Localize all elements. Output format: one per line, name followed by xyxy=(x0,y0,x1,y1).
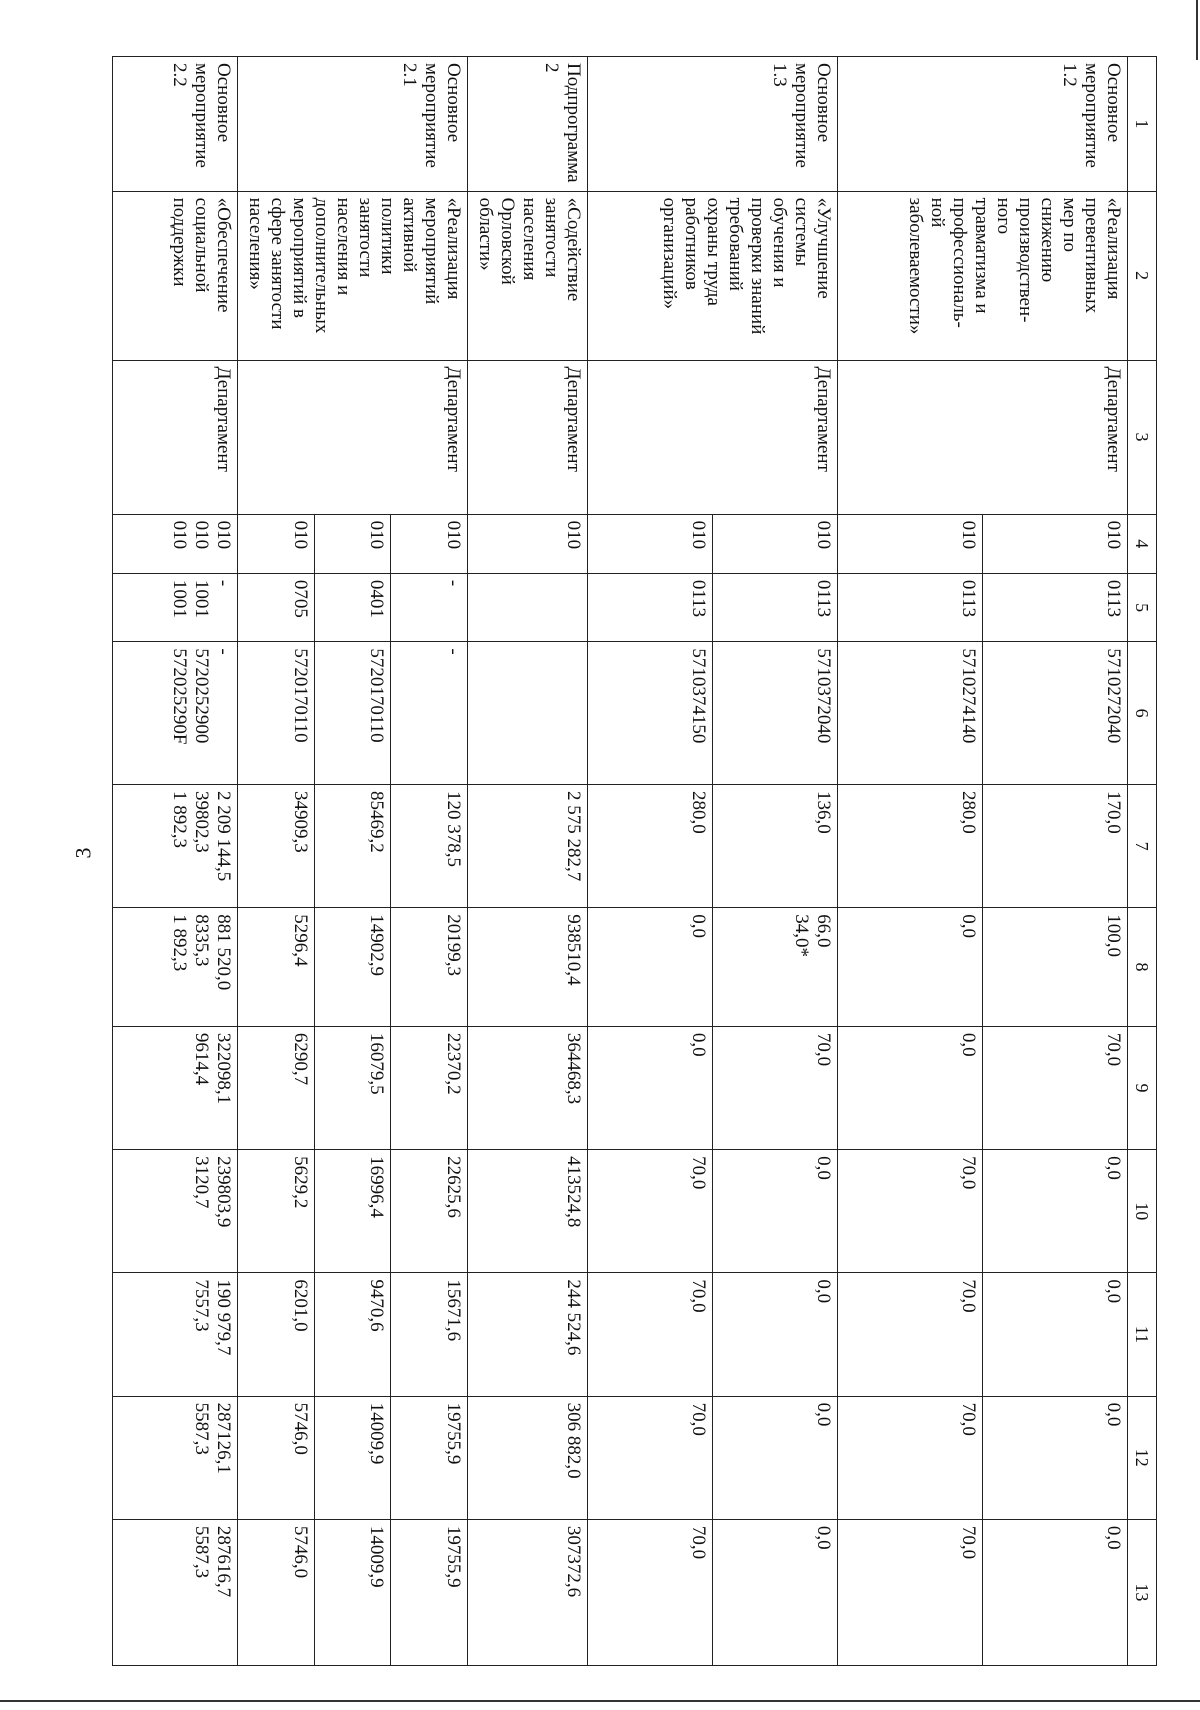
value-cell xyxy=(713,1026,838,1149)
cell-value: - 5720252900 572025290F xyxy=(169,648,235,745)
value-cell xyxy=(113,1396,238,1519)
row-dept-cell xyxy=(113,360,238,514)
value-cell xyxy=(113,642,238,785)
row-dept-cell xyxy=(588,360,838,514)
value-cell xyxy=(113,1150,238,1273)
cell-value: 70,0 xyxy=(958,1525,979,1560)
cell-value: 5746,0 xyxy=(289,1525,311,1579)
value-cell xyxy=(588,1150,713,1273)
cell-value: 5710372040 xyxy=(813,648,834,744)
value-cell xyxy=(983,908,1128,1027)
cell-value: 70,0 xyxy=(688,1525,709,1560)
cell-text: «Содействие занятости населения Орловской области» xyxy=(475,197,584,302)
value-cell xyxy=(113,1519,238,1665)
value-cell xyxy=(468,784,588,907)
col-header: 4 xyxy=(1128,514,1157,573)
scan-line-bottom xyxy=(0,1700,1200,1702)
cell-value: 14009,9 xyxy=(366,1525,388,1588)
cell-value: 0,0 xyxy=(688,1032,709,1057)
value-cell xyxy=(838,1150,983,1273)
cell-value: 0113 xyxy=(958,579,979,618)
value-cell xyxy=(838,908,983,1027)
row-dept-cell xyxy=(468,360,588,514)
cell-value: 0,0 xyxy=(813,1156,834,1180)
cell-value: 0,0 xyxy=(813,1525,834,1550)
cell-value: 0,0 xyxy=(1103,1402,1124,1427)
value-cell xyxy=(314,784,391,907)
cell-value: 0,0 xyxy=(958,1032,979,1057)
table-body xyxy=(113,57,1128,1666)
cell-value: 190 979,7 7557,3 xyxy=(191,1279,235,1356)
cell-value: 20199,3 xyxy=(443,914,464,976)
page-number: 3 xyxy=(70,847,96,859)
row-type-cell xyxy=(468,57,588,192)
cell-value: 0,0 xyxy=(1103,1525,1124,1550)
value-cell xyxy=(713,1150,838,1273)
row-title-cell xyxy=(238,191,468,360)
col-header: 8 xyxy=(1128,908,1157,1027)
table-row xyxy=(713,57,838,1666)
cell-value: 100,0 xyxy=(1103,914,1124,957)
cell-text: Департамент xyxy=(1103,366,1124,472)
col-header: 3 xyxy=(1128,360,1157,514)
cell-value: 70,0 xyxy=(958,1156,979,1190)
value-cell xyxy=(391,1150,468,1273)
value-cell xyxy=(238,784,315,907)
rotated-table-wrapper xyxy=(117,56,1157,1666)
value-cell xyxy=(314,1150,391,1273)
value-cell xyxy=(468,1273,588,1396)
value-cell xyxy=(314,1396,391,1519)
cell-value: 5710374150 xyxy=(688,648,709,744)
value-cell xyxy=(468,1396,588,1519)
cell-value: 9470,6 xyxy=(366,1279,388,1332)
cell-value: 0113 xyxy=(688,579,709,618)
cell-value: 15671,6 xyxy=(443,1279,464,1342)
cell-text: Департамент xyxy=(443,366,464,472)
value-cell xyxy=(314,573,391,641)
cell-value: 120 378,5 xyxy=(443,790,464,867)
value-cell xyxy=(468,1150,588,1273)
value-cell xyxy=(713,642,838,785)
cell-text: Основное мероприятие 1.3 xyxy=(769,63,834,168)
value-cell xyxy=(983,1273,1128,1396)
cell-value: 14009,9 xyxy=(366,1402,388,1465)
value-cell xyxy=(983,573,1128,641)
cell-value: - 1001 1001 xyxy=(169,579,235,618)
value-cell xyxy=(838,1273,983,1396)
cell-text: «Реализация мероприятий активной политики занятости населения и дополнительных мероприятий в сфере занятости населения» xyxy=(245,197,464,334)
cell-value: 322098,1 9614,4 xyxy=(191,1032,235,1105)
row-type-cell xyxy=(588,57,838,192)
cell-value: 0,0 xyxy=(813,1279,834,1304)
cell-value: 0,0 xyxy=(1103,1156,1124,1180)
col-header: 10 xyxy=(1128,1150,1157,1273)
value-cell xyxy=(314,514,391,573)
cell-value: 239803,9 3120,7 xyxy=(191,1156,235,1228)
cell-value: 0113 xyxy=(813,579,834,618)
value-cell xyxy=(238,1396,315,1519)
cell-text: Основное мероприятие 2.2 xyxy=(169,63,235,168)
cell-value: 364468,3 xyxy=(563,1032,584,1105)
col-header: 1 xyxy=(1128,57,1157,192)
value-cell xyxy=(838,1026,983,1149)
value-cell xyxy=(314,642,391,785)
cell-text: Департамент xyxy=(813,366,834,472)
value-cell xyxy=(238,514,315,573)
value-cell xyxy=(238,1150,315,1273)
cell-value: 14902,9 xyxy=(366,914,388,976)
value-cell xyxy=(238,573,315,641)
value-cell xyxy=(238,1519,315,1665)
cell-value: 16079,5 xyxy=(366,1032,388,1095)
value-cell xyxy=(838,1519,983,1665)
cell-value: 6290,7 xyxy=(289,1032,311,1086)
col-header: 5 xyxy=(1128,573,1157,641)
col-header: 11 xyxy=(1128,1273,1157,1396)
col-header: 2 xyxy=(1128,191,1157,360)
cell-value: 280,0 xyxy=(958,790,979,834)
value-cell xyxy=(838,642,983,785)
value-cell xyxy=(468,514,588,573)
cell-value: 5710274140 xyxy=(958,648,979,744)
cell-text: «Реализация превентивных мер по снижению производствен- ного травматизма и профессиональ- ной заболеваемости» xyxy=(905,197,1124,335)
col-header: 13 xyxy=(1128,1519,1157,1665)
value-cell xyxy=(588,573,713,641)
value-cell xyxy=(314,908,391,1027)
cell-value: 938510,4 xyxy=(563,914,584,986)
value-cell xyxy=(391,514,468,573)
table-row xyxy=(468,57,588,1666)
col-header: 9 xyxy=(1128,1026,1157,1149)
value-cell xyxy=(588,1396,713,1519)
cell-value: 5746,0 xyxy=(289,1402,311,1455)
row-title-cell xyxy=(468,191,588,360)
value-cell xyxy=(468,642,588,785)
value-cell xyxy=(713,573,838,641)
cell-value: 22370,2 xyxy=(443,1032,464,1095)
value-cell xyxy=(391,908,468,1027)
value-cell xyxy=(838,514,983,573)
value-cell xyxy=(113,784,238,907)
cell-value: 0113 xyxy=(1103,579,1124,618)
value-cell xyxy=(238,1026,315,1149)
cell-text: Подпрограмма 2 xyxy=(541,63,584,183)
cell-value: 19755,9 xyxy=(443,1402,464,1465)
value-cell xyxy=(391,573,468,641)
table-row xyxy=(983,57,1128,1666)
value-cell xyxy=(838,1396,983,1519)
value-cell xyxy=(983,1519,1128,1665)
table-row xyxy=(113,57,238,1666)
cell-value: 244 524,6 xyxy=(563,1279,584,1356)
cell-value: 6201,0 xyxy=(289,1279,311,1332)
row-type-cell xyxy=(838,57,1128,192)
cell-value: 010 xyxy=(563,520,584,550)
cell-value: 34909,3 xyxy=(289,790,311,853)
scan-line-right xyxy=(1196,0,1198,60)
col-header: 7 xyxy=(1128,784,1157,907)
cell-value: 85469,2 xyxy=(366,790,388,853)
row-dept-cell xyxy=(238,360,468,514)
value-cell xyxy=(238,1273,315,1396)
cell-value: 5720170110 xyxy=(289,648,311,743)
value-cell xyxy=(588,642,713,785)
value-cell xyxy=(983,1396,1128,1519)
cell-value: 010 xyxy=(688,520,709,550)
cell-value: 70,0 xyxy=(1103,1032,1124,1067)
cell-value: 136,0 xyxy=(813,790,834,834)
value-cell xyxy=(391,1519,468,1665)
cell-value: 5296,4 xyxy=(289,914,311,967)
cell-value: 170,0 xyxy=(1103,790,1124,834)
value-cell xyxy=(588,1026,713,1149)
value-cell xyxy=(391,1396,468,1519)
cell-value: 0,0 xyxy=(813,1402,834,1427)
value-cell xyxy=(113,908,238,1027)
cell-value: 70,0 xyxy=(688,1402,709,1436)
cell-text: Основное мероприятие 1.2 xyxy=(1059,63,1124,168)
cell-value: 5710272040 xyxy=(1103,648,1124,744)
value-cell xyxy=(588,514,713,573)
value-cell xyxy=(983,514,1128,573)
value-cell xyxy=(983,1026,1128,1149)
value-cell xyxy=(314,1519,391,1665)
cell-value: 70,0 xyxy=(688,1156,709,1190)
cell-value: 2 575 282,7 xyxy=(563,790,584,882)
value-cell xyxy=(468,908,588,1027)
cell-value: 881 520,0 8335,3 1 892,3 xyxy=(169,914,235,991)
row-title-cell xyxy=(113,191,238,360)
cell-value: 66,0 34,0* xyxy=(791,914,834,957)
value-cell xyxy=(314,1026,391,1149)
value-cell xyxy=(238,908,315,1027)
value-cell xyxy=(588,784,713,907)
row-type-cell xyxy=(238,57,468,192)
cell-value: 16996,4 xyxy=(366,1156,388,1218)
cell-value: 287126,1 5587,3 xyxy=(191,1402,235,1474)
cell-value: 287616,7 5587,3 xyxy=(191,1525,235,1598)
value-cell xyxy=(113,573,238,641)
value-cell xyxy=(983,1150,1128,1273)
cell-text: Департамент xyxy=(563,366,584,472)
value-cell xyxy=(713,908,838,1027)
cell-text: «Улучшение системы обучения и проверки знаний требований охраны труда работников организаций» xyxy=(659,197,834,335)
value-cell xyxy=(838,784,983,907)
cell-value: 010 xyxy=(443,520,464,550)
cell-value: 010 xyxy=(813,520,834,550)
cell-value: 010 xyxy=(1103,520,1124,550)
value-cell xyxy=(113,1273,238,1396)
col-header: 6 xyxy=(1128,642,1157,785)
value-cell xyxy=(588,908,713,1027)
cell-value: 010 xyxy=(958,520,979,550)
value-cell xyxy=(113,514,238,573)
value-cell xyxy=(238,642,315,785)
cell-text: Основное мероприятие 2.1 xyxy=(399,63,464,168)
cell-value: 0,0 xyxy=(688,914,709,938)
value-cell xyxy=(391,1026,468,1149)
cell-value: 2 209 144,5 39802,3 1 892,3 xyxy=(169,790,235,882)
cell-value: 010 010 010 xyxy=(169,520,235,550)
cell-value: - xyxy=(443,648,464,655)
cell-text: «Обеспечение социальной поддержки xyxy=(169,197,235,313)
value-cell xyxy=(983,784,1128,907)
value-cell xyxy=(391,784,468,907)
value-cell xyxy=(588,1519,713,1665)
cell-value: 413524,8 xyxy=(563,1156,584,1228)
table-row xyxy=(391,57,468,1666)
value-cell xyxy=(713,1519,838,1665)
cell-text: Департамент xyxy=(213,366,235,472)
cell-value: 5720170110 xyxy=(366,648,388,743)
value-cell xyxy=(713,514,838,573)
row-dept-cell xyxy=(838,360,1128,514)
header-row xyxy=(1128,57,1157,1666)
value-cell xyxy=(588,1273,713,1396)
cell-value: 0,0 xyxy=(958,914,979,938)
cell-value: 0,0 xyxy=(1103,1279,1124,1304)
budget-table xyxy=(112,56,1157,1666)
value-cell xyxy=(468,573,588,641)
value-cell xyxy=(838,573,983,641)
value-cell xyxy=(113,1026,238,1149)
row-title-cell xyxy=(838,191,1128,360)
value-cell xyxy=(713,1273,838,1396)
value-cell xyxy=(391,1273,468,1396)
cell-value: 0705 xyxy=(289,579,311,618)
cell-value: 280,0 xyxy=(688,790,709,834)
value-cell xyxy=(983,642,1128,785)
col-header: 12 xyxy=(1128,1396,1157,1519)
cell-value: - xyxy=(443,579,464,587)
cell-value: 010 xyxy=(366,520,388,550)
value-cell xyxy=(713,1396,838,1519)
value-cell xyxy=(713,784,838,907)
cell-value: 70,0 xyxy=(958,1279,979,1313)
row-title-cell xyxy=(588,191,838,360)
cell-value: 010 xyxy=(289,520,311,550)
cell-value: 5629,2 xyxy=(289,1156,311,1209)
row-type-cell xyxy=(113,57,238,192)
cell-value: 70,0 xyxy=(813,1032,834,1067)
value-cell xyxy=(468,1026,588,1149)
cell-value: 70,0 xyxy=(958,1402,979,1436)
value-cell xyxy=(314,1273,391,1396)
cell-value: 0401 xyxy=(366,579,388,618)
cell-value: 19755,9 xyxy=(443,1525,464,1588)
cell-value: 306 882,0 xyxy=(563,1402,584,1479)
value-cell xyxy=(468,1519,588,1665)
cell-value: 70,0 xyxy=(688,1279,709,1313)
value-cell xyxy=(391,642,468,785)
cell-value: 307372,6 xyxy=(563,1525,584,1598)
cell-value: 22625,6 xyxy=(443,1156,464,1218)
